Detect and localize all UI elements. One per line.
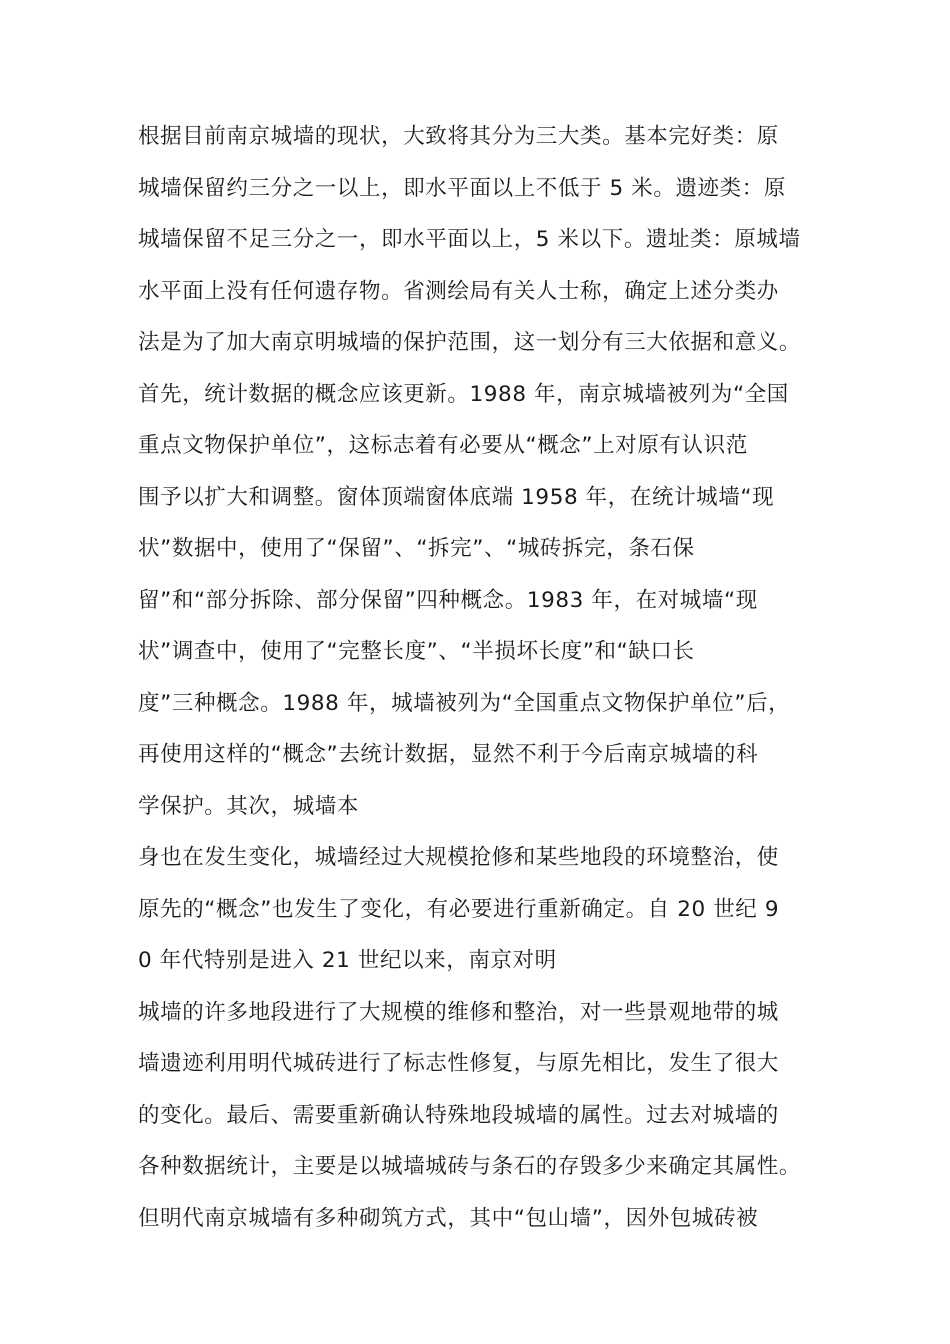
text-line: 首先，统计数据的概念应该更新。1988 年，南京城墙被列为“全国 — [138, 381, 789, 407]
text-line: 原先的“概念”也发生了变化，有必要进行重新确定。自 20 世纪 9 — [138, 896, 780, 922]
text-line: 再使用这样的“概念”去统计数据，显然不利于今后南京城墙的科 — [138, 742, 759, 767]
text-line: 的变化。最后、需要重新确认特殊地段城墙的属性。过去对城墙的 — [138, 1102, 779, 1128]
text-line: 留”和“部分拆除、部分保留”四种概念。1983 年，在对城墙“现 — [138, 587, 758, 613]
text-line: 状”调查中，使用了“完整长度”、“半损坏长度”和“缺口长 — [138, 639, 695, 664]
text-line: 0 年代特别是进入 21 世纪以来，南京对明 — [138, 948, 557, 973]
text-line: 重点文物保护单位”，这标志着有必要从“概念”上对原有认识范 — [138, 433, 748, 458]
text-line: 城墙保留约三分之一以上，即水平面以上不低于 5 米。遗迹类：原 — [138, 175, 786, 201]
text-line: 但明代南京城墙有多种砌筑方式，其中“包山墙”，因外包城砖被 — [138, 1205, 759, 1231]
text-line: 城墙保留不足三分之一，即水平面以上，5 米以下。遗址类：原城墙 — [138, 227, 801, 252]
text-line: 墙遗迹利用明代城砖进行了标志性修复，与原先相比，发生了很大 — [138, 1051, 779, 1076]
text-line: 各种数据统计，主要是以城墙城砖与条石的存毁多少来确定其属性。 — [138, 1154, 802, 1179]
text-line: 身也在发生变化，城墙经过大规模抢修和某些地段的环境整治，使 — [138, 845, 779, 870]
text-line: 水平面上没有任何遗存物。省测绘局有关人士称，确定上述分类办 — [138, 278, 779, 304]
text-line: 根据目前南京城墙的现状，大致将其分为三大类。基本完好类：原 — [138, 124, 779, 149]
text-line: 围予以扩大和调整。窗体顶端窗体底端 1958 年，在统计城墙“现 — [138, 484, 775, 510]
text-line: 城墙的许多地段进行了大规模的维修和整治，对一些景观地带的城 — [138, 999, 779, 1025]
document-body — [138, 118, 838, 1251]
text-line: 度”三种概念。1988 年，城墙被列为“全国重点文物保护单位”后， — [138, 690, 791, 716]
text-line: 状”数据中，使用了“保留”、“拆完”、“城砖拆完，条石保 — [138, 536, 695, 561]
text-line: 法是为了加大南京明城墙的保护范围，这一划分有三大依据和意义。 — [138, 330, 802, 355]
text-line: 学保护。其次，城墙本 — [138, 793, 360, 819]
